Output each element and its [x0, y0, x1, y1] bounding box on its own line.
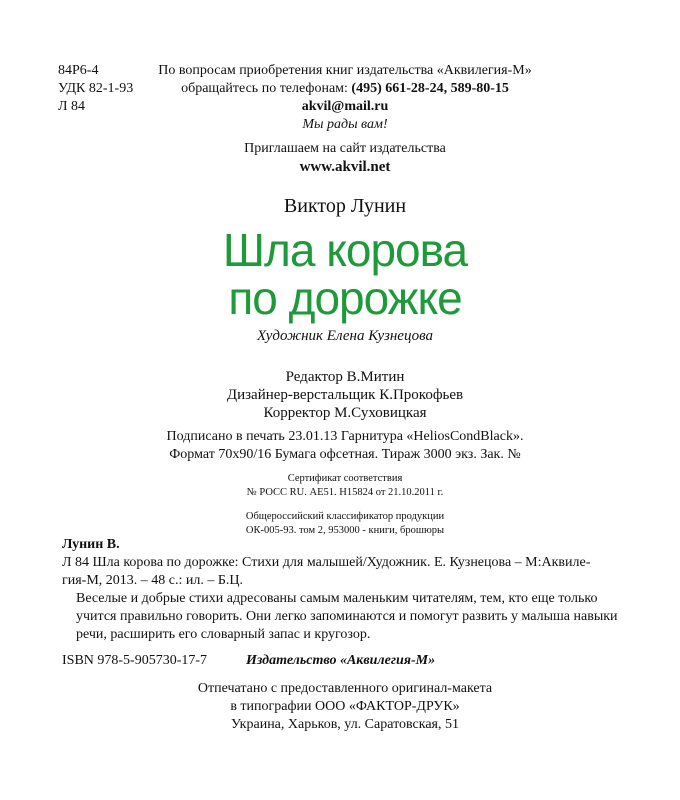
contact-line: По вопросам приобретения книг издательства «Аквилегия-М»	[158, 63, 532, 78]
bibliographic-entry	[62, 536, 590, 590]
classification-codes	[58, 62, 133, 116]
isbn: ISBN 978-5-905730-17-7	[62, 653, 208, 668]
phone-numbers: (495) 661-28-24, 589-80-15	[351, 81, 509, 96]
print-signed: Подписано в печать 23.01.13 Гарнитура «HeliosCondBlack».	[166, 429, 524, 444]
printer-address: Украина, Харьков, ул. Саратовская, 51	[231, 717, 459, 732]
printer-block	[140, 680, 550, 734]
editor-credit: Редактор В.Митин	[285, 369, 405, 385]
udk-code: УДК 82-1-93	[58, 81, 134, 96]
designer-credit: Дизайнер-верстальщик К.Прокофьев	[226, 387, 464, 403]
site-invite: Приглашаем на сайт издательства	[244, 141, 446, 156]
biblio-author: Лунин В.	[62, 537, 120, 552]
biblio-line-1: Л 84 Шла корова по дорожке: Стихи для малышей/Художник. Е. Кузнецова – М:Аквиле-	[62, 555, 591, 570]
book-author: Виктор Лунин	[283, 195, 407, 217]
author-mark: Л 84	[58, 99, 85, 114]
staff-credits	[140, 368, 550, 422]
contact-phones-line	[140, 80, 550, 98]
publisher: Издательство «Аквилегия-М»	[246, 653, 436, 668]
greeting: Мы рады вам!	[302, 117, 388, 132]
illustrator: Художник Елена Кузнецова	[256, 328, 434, 344]
phones-prefix: обращайтесь по телефонам:	[181, 81, 352, 96]
bbk-code: 84Р6-4	[58, 63, 99, 78]
certificate-heading: Сертификат соответствия	[287, 473, 403, 484]
contact-email: akvil@mail.ru	[301, 99, 389, 114]
annotation: Веселые и добрые стихи адресованы самым маленьким читателям, тем, кто еще только учится правильно говорить. Они легко запоминаются и помогут развить у малыша навыки речи, расширить его словарный запас и кругозор.	[76, 591, 618, 642]
contact-block	[140, 62, 550, 134]
certificate-number: № РОСС RU. АЕ51. Н15824 от 21.10.2011 г.	[246, 487, 444, 498]
biblio-line-2: гия-М, 2013. – 48 с.: ил. – Б.Ц.	[62, 573, 244, 588]
site-url: www.akvil.net	[299, 159, 391, 175]
book-title-line-1: Шла корова	[222, 224, 468, 276]
classifier-heading: Общероссийский классификатор продукции	[245, 511, 445, 522]
print-details	[140, 428, 550, 464]
printer-line-2: в типографии ООО «ФАКТОР-ДРУК»	[230, 699, 460, 714]
printer-line-1: Отпечатано с предоставленного оригинал-макета	[197, 681, 493, 696]
website-block	[140, 140, 550, 176]
book-title	[140, 226, 550, 322]
classifier-value: ОК-005-93. том 2, 953000 - книги, брошюры	[245, 525, 445, 536]
proofreader-credit: Корректор М.Суховицкая	[263, 405, 427, 421]
book-title-line-2: по дорожке	[228, 272, 462, 324]
print-format: Формат 70х90/16 Бумага офсетная. Тираж 3000 экз. Зак. №	[169, 447, 521, 462]
certificate-block	[140, 472, 550, 538]
